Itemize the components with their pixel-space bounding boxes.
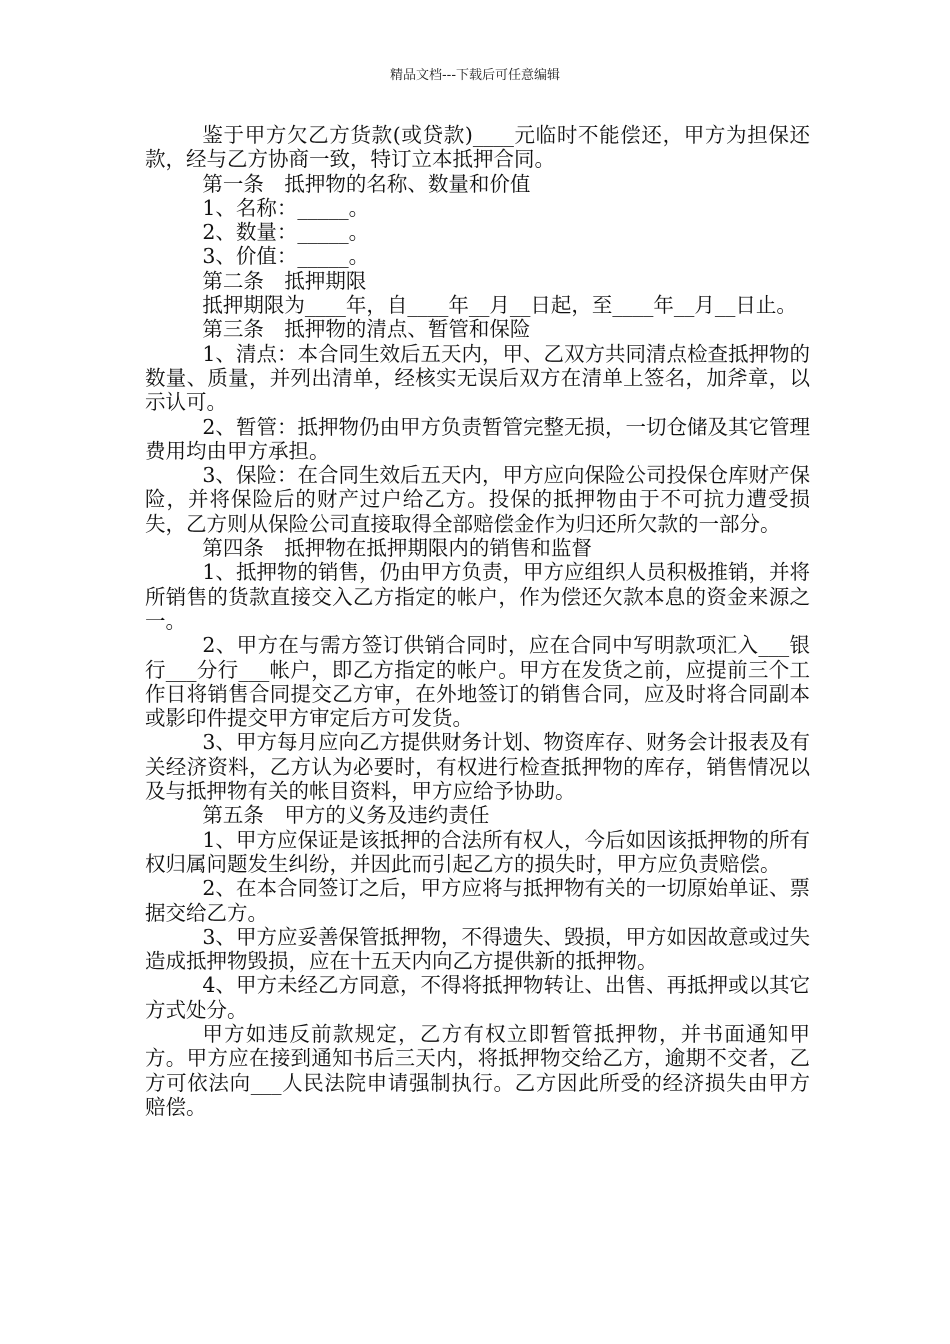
section-heading: 第五条 甲方的义务及违约责任	[202, 803, 490, 828]
paragraph: 3、甲方每月应向乙方提供财务计划、物资库存、财务会计报表及有关经济资料，乙方认为必要时，有权进行检查抵押物的库存，销售情况以及与抵押物有关的帐目资料，甲方应给予协助。	[145, 730, 810, 804]
paragraph: 3、甲方应妥善保管抵押物，不得遗失、毁损，甲方如因故意或过失造成抵押物毁损，应在十五天内向乙方提供新的抵押物。	[145, 924, 810, 974]
paragraph: 1、名称：_____。	[202, 195, 370, 220]
paragraph: 1、甲方应保证是该抵押的合法所有权人，今后如因该抵押物的所有权归属问题发生纠纷，并因此而引起乙方的损失时，甲方应负责赔偿。	[145, 827, 810, 876]
paragraph: 2、甲方在与需方签订供销合同时，应在合同中写明款项汇入___银行___分行___帐户，即乙方指定的帐户。甲方在发货之前，应提前三个工作日将销售合同提交乙方审，在外地签订的销售合同，应及时将合同副本或影印件提交甲方审定后方可发货。	[145, 633, 810, 731]
paragraph: 4、甲方未经乙方同意，不得将抵押物转让、出售、再抵押或以其它方式处分。	[145, 973, 810, 1022]
paragraph: 2、在本合同签订之后，甲方应将与抵押物有关的一切原始单证、票据交给乙方。	[145, 876, 810, 925]
paragraph: 鉴于甲方欠乙方货款(或贷款)____元临时不能偿还，甲方为担保还款，经与乙方协商一致，特订立本抵押合同。	[145, 123, 810, 172]
paragraph: 甲方如违反前款规定，乙方有权立即暂管抵押物，并书面通知甲方。甲方应在接到通知书后三天内，将抵押物交给乙方，逾期不交者，乙方可依法向___人民法院申请强制执行。乙方因此所受的经济损失由甲方赔偿。	[145, 1021, 810, 1119]
contract-body	[145, 123, 810, 1119]
paragraph: 1、清点：本合同生效后五天内，甲、乙双方共同清点检查抵押物的数量、质量，并列出清单，经核实无误后双方在清单上签名，加斧章，以示认可。	[145, 341, 810, 415]
paragraph: 3、价值：_____。	[202, 244, 370, 269]
paragraph: 1、抵押物的销售，仍由甲方负责，甲方应组织人员积极推销，并将所销售的货款直接交入乙方指定的帐户，作为偿还欠款本息的资金来源之一。	[145, 560, 810, 633]
page-header: 精品文档---下载后可任意编辑	[389, 68, 561, 83]
paragraph: 2、数量：_____。	[202, 220, 370, 245]
paragraph: 3、保险：在合同生效后五天内，甲方应向保险公司投保仓库财产保险，并将保险后的财产过户给乙方。投保的抵押物由于不可抗力遭受损失，乙方则从保险公司直接取得全部赔偿金作为归还所欠款的一部分。	[145, 463, 810, 536]
paragraph: 2、暂管：抵押物仍由甲方负责暂管完整无损，一切仓储及其它管理费用均由甲方承担。	[145, 414, 810, 463]
section-heading: 第三条 抵押物的清点、暂管和保险	[202, 317, 531, 342]
section-heading: 第二条 抵押期限	[202, 268, 367, 293]
section-heading: 第四条 抵押物在抵押期限内的销售和监督	[202, 536, 592, 561]
paragraph: 抵押期限为____年，自____年__月__日起，至____年__月__日止。	[202, 293, 797, 318]
section-heading: 第一条 抵押物的名称、数量和价值	[202, 171, 531, 196]
